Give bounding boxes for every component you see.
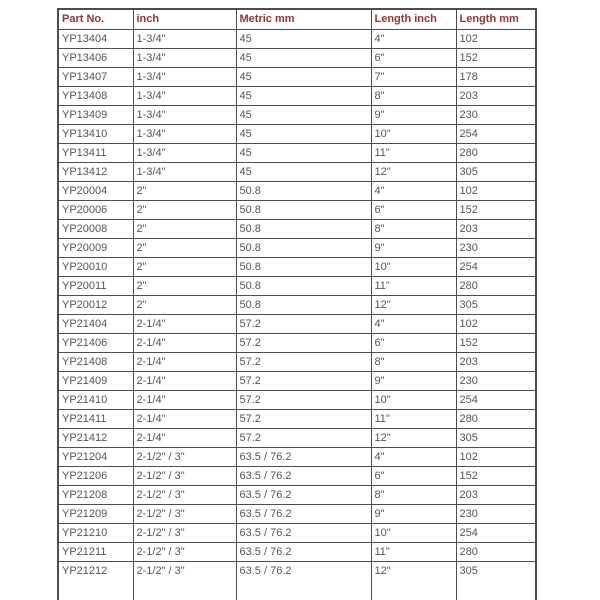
table-cell-part-no: YP21212 [58,561,133,600]
table-cell-part-no: YP13410 [58,124,133,143]
table-cell-part-no: YP21209 [58,504,133,523]
table-row [58,428,536,447]
table-cell-metric-mm: 63.5 / 76.2 [236,504,371,523]
table-cell-length-mm: 254 [456,124,536,143]
table-cell-metric-mm: 50.8 [236,200,371,219]
table-cell-length-inch: 11" [371,542,456,561]
table-row [58,257,536,276]
table-row [58,238,536,257]
table-row [58,295,536,314]
table-row [58,200,536,219]
table-cell-inch: 1-3/4" [133,105,236,124]
table-cell-metric-mm: 45 [236,143,371,162]
table-cell-part-no: YP21412 [58,428,133,447]
table-cell-length-inch: 4" [371,29,456,48]
table-row [58,143,536,162]
table-row [58,409,536,428]
table-cell-length-inch: 10" [371,124,456,143]
table-cell-length-mm: 152 [456,200,536,219]
spec-table [57,8,537,600]
table-cell-inch: 2-1/2" / 3" [133,523,236,542]
table-cell-metric-mm: 57.2 [236,371,371,390]
table-cell-metric-mm: 45 [236,86,371,105]
table-cell-inch: 2" [133,200,236,219]
table-cell-inch: 2" [133,276,236,295]
table-cell-part-no: YP13406 [58,48,133,67]
table-cell-metric-mm: 63.5 / 76.2 [236,561,371,600]
table-cell-inch: 2-1/2" / 3" [133,447,236,466]
table-cell-part-no: YP21410 [58,390,133,409]
table-row [58,371,536,390]
table-cell-length-inch: 12" [371,428,456,447]
table-cell-length-mm: 305 [456,162,536,181]
table-cell-length-mm: 305 [456,561,536,600]
table-cell-metric-mm: 45 [236,124,371,143]
table-cell-length-mm: 102 [456,447,536,466]
table-cell-length-inch: 12" [371,162,456,181]
table-cell-inch: 2" [133,181,236,200]
table-cell-part-no: YP21406 [58,333,133,352]
table-row [58,162,536,181]
table-cell-metric-mm: 63.5 / 76.2 [236,485,371,504]
table-cell-length-inch: 6" [371,333,456,352]
table-cell-length-inch: 6" [371,48,456,67]
table-cell-metric-mm: 50.8 [236,219,371,238]
table-cell-inch: 2-1/4" [133,428,236,447]
table-row [58,181,536,200]
column-header-length-mm: Length mm [456,9,536,29]
table-cell-part-no: YP21404 [58,314,133,333]
table-cell-inch: 2-1/4" [133,352,236,371]
table-row [58,314,536,333]
table-cell-length-mm: 203 [456,352,536,371]
table-cell-length-mm: 254 [456,390,536,409]
table-cell-inch: 1-3/4" [133,162,236,181]
table-cell-part-no: YP21204 [58,447,133,466]
table-cell-part-no: YP21206 [58,466,133,485]
table-cell-metric-mm: 57.2 [236,390,371,409]
table-cell-length-inch: 11" [371,143,456,162]
table-cell-length-inch: 11" [371,276,456,295]
table-cell-inch: 2-1/2" / 3" [133,561,236,600]
table-cell-part-no: YP21409 [58,371,133,390]
table-cell-part-no: YP21211 [58,542,133,561]
table-cell-metric-mm: 63.5 / 76.2 [236,466,371,485]
table-cell-length-mm: 152 [456,333,536,352]
table-cell-inch: 1-3/4" [133,124,236,143]
table-cell-part-no: YP20009 [58,238,133,257]
table-row [58,29,536,48]
table-cell-metric-mm: 63.5 / 76.2 [236,447,371,466]
table-cell-length-mm: 178 [456,67,536,86]
table-cell-inch: 2" [133,295,236,314]
table-cell-part-no: YP20004 [58,181,133,200]
table-row [58,352,536,371]
table-cell-length-inch: 9" [371,371,456,390]
table-cell-inch: 2" [133,257,236,276]
table-cell-inch: 1-3/4" [133,67,236,86]
table-cell-length-inch: 4" [371,447,456,466]
table-cell-inch: 2-1/2" / 3" [133,504,236,523]
table-cell-length-mm: 280 [456,542,536,561]
table-cell-part-no: YP13409 [58,105,133,124]
table-row [58,105,536,124]
table-cell-part-no: YP20012 [58,295,133,314]
table-cell-inch: 2-1/4" [133,390,236,409]
table-cell-length-mm: 152 [456,466,536,485]
table-cell-length-inch: 10" [371,390,456,409]
table-cell-metric-mm: 57.2 [236,409,371,428]
table-cell-length-mm: 254 [456,523,536,542]
table-cell-length-inch: 8" [371,352,456,371]
table-cell-metric-mm: 45 [236,67,371,86]
table-cell-length-inch: 9" [371,504,456,523]
table-cell-metric-mm: 57.2 [236,428,371,447]
table-row [58,447,536,466]
table-cell-metric-mm: 50.8 [236,295,371,314]
table-cell-metric-mm: 45 [236,105,371,124]
table-cell-part-no: YP21210 [58,523,133,542]
table-cell-metric-mm: 57.2 [236,314,371,333]
table-cell-length-inch: 8" [371,485,456,504]
table-cell-metric-mm: 50.8 [236,257,371,276]
table-row [58,542,536,561]
table-row [58,390,536,409]
table-cell-inch: 1-3/4" [133,86,236,105]
table-cell-part-no: YP20008 [58,219,133,238]
table-cell-length-mm: 280 [456,143,536,162]
table-row [58,48,536,67]
table-cell-length-inch: 6" [371,466,456,485]
table-cell-length-mm: 254 [456,257,536,276]
table-cell-length-mm: 203 [456,219,536,238]
table-cell-inch: 2-1/2" / 3" [133,466,236,485]
table-cell-length-inch: 12" [371,561,456,600]
table-cell-length-inch: 11" [371,409,456,428]
table-cell-length-mm: 230 [456,105,536,124]
table-row [58,523,536,542]
table-cell-length-mm: 230 [456,238,536,257]
table-cell-length-mm: 102 [456,29,536,48]
table-cell-inch: 2-1/4" [133,314,236,333]
table-cell-inch: 2-1/2" / 3" [133,542,236,561]
table-cell-part-no: YP20011 [58,276,133,295]
table-cell-length-inch: 10" [371,523,456,542]
table-cell-metric-mm: 50.8 [236,181,371,200]
table-cell-part-no: YP13412 [58,162,133,181]
table-cell-inch: 1-3/4" [133,143,236,162]
table-cell-part-no: YP20010 [58,257,133,276]
table-cell-length-inch: 12" [371,295,456,314]
table-cell-part-no: YP13411 [58,143,133,162]
table-cell-metric-mm: 63.5 / 76.2 [236,523,371,542]
table-cell-part-no: YP21411 [58,409,133,428]
table-cell-inch: 2-1/4" [133,333,236,352]
table-cell-length-mm: 280 [456,409,536,428]
table-row [58,124,536,143]
table-cell-length-mm: 280 [456,276,536,295]
spec-table-head [58,9,536,29]
column-header-part-no: Part No. [58,9,133,29]
table-row [58,67,536,86]
table-cell-metric-mm: 45 [236,162,371,181]
table-cell-metric-mm: 57.2 [236,333,371,352]
spec-table-body [58,29,536,600]
table-cell-inch: 2-1/4" [133,409,236,428]
table-cell-part-no: YP13407 [58,67,133,86]
table-cell-length-inch: 9" [371,105,456,124]
table-cell-inch: 1-3/4" [133,48,236,67]
table-row [58,86,536,105]
table-row [58,333,536,352]
table-cell-length-mm: 305 [456,295,536,314]
table-cell-metric-mm: 63.5 / 76.2 [236,542,371,561]
table-cell-length-inch: 6" [371,200,456,219]
table-cell-metric-mm: 45 [236,48,371,67]
table-cell-metric-mm: 45 [236,29,371,48]
table-cell-part-no: YP20006 [58,200,133,219]
table-cell-part-no: YP13404 [58,29,133,48]
table-cell-length-mm: 102 [456,314,536,333]
table-cell-length-inch: 4" [371,181,456,200]
column-header-length-inch: Length inch [371,9,456,29]
table-cell-length-mm: 230 [456,371,536,390]
table-row [58,561,536,600]
table-cell-length-mm: 203 [456,485,536,504]
table-cell-length-inch: 4" [371,314,456,333]
table-cell-length-mm: 152 [456,48,536,67]
table-cell-part-no: YP21208 [58,485,133,504]
table-cell-length-mm: 305 [456,428,536,447]
table-cell-length-inch: 10" [371,257,456,276]
column-header-metric-mm: Metric mm [236,9,371,29]
table-cell-inch: 2-1/2" / 3" [133,485,236,504]
column-header-inch: inch [133,9,236,29]
table-row [58,276,536,295]
table-cell-inch: 2-1/4" [133,371,236,390]
table-cell-inch: 2" [133,219,236,238]
table-cell-length-mm: 230 [456,504,536,523]
table-cell-metric-mm: 50.8 [236,276,371,295]
header-row [58,9,536,29]
table-row [58,504,536,523]
table-cell-part-no: YP21408 [58,352,133,371]
table-cell-length-inch: 8" [371,219,456,238]
table-cell-length-inch: 8" [371,86,456,105]
table-row [58,466,536,485]
table-cell-length-mm: 102 [456,181,536,200]
table-cell-inch: 1-3/4" [133,29,236,48]
table-cell-part-no: YP13408 [58,86,133,105]
table-cell-inch: 2" [133,238,236,257]
table-cell-metric-mm: 57.2 [236,352,371,371]
table-row [58,219,536,238]
table-cell-length-inch: 7" [371,67,456,86]
table-cell-length-inch: 9" [371,238,456,257]
table-cell-length-mm: 203 [456,86,536,105]
table-cell-metric-mm: 50.8 [236,238,371,257]
table-row [58,485,536,504]
